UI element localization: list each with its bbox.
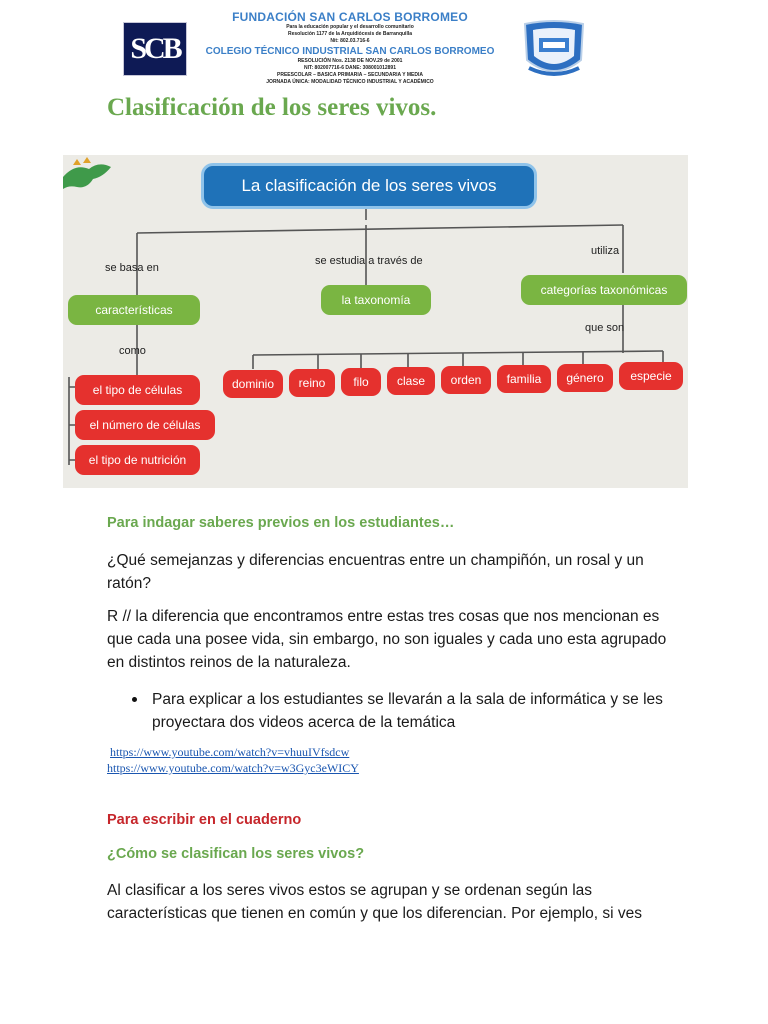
section1-question: ¿Qué semejanzas y diferencias encuentras entre un champiñón, un rosal y un ratón?	[107, 552, 644, 592]
bullet-icon	[132, 697, 137, 702]
category-node: filo	[341, 368, 381, 396]
label-se-basa-en: se basa en	[105, 262, 159, 274]
youtube-link-1[interactable]: https://www.youtube.com/watch?v=vhuuIVfsdcw	[110, 745, 350, 759]
diagram-root-node: La clasificación de los seres vivos	[201, 163, 537, 209]
school-crest-icon	[521, 20, 587, 78]
classification-diagram	[63, 155, 688, 488]
char-node: el número de células	[75, 410, 215, 440]
category-node: dominio	[223, 370, 283, 398]
node-taxonomia: la taxonomía	[321, 285, 431, 315]
section2-paragraph: Al clasificar a los seres vivos estos se agrupan y se ordenan según las características que tienen en común y que los diferencian. Por ejemplo, si ves	[107, 882, 643, 922]
category-node: reino	[289, 369, 335, 397]
category-node: familia	[497, 365, 551, 393]
foundation-nit: Nit: 802.03.716-6	[330, 38, 370, 44]
label-que-son: que son	[585, 322, 625, 334]
section2-question: ¿Cómo se clasifican los seres vivos?	[107, 846, 365, 862]
school-subtitle-1: RESOLUCIÓN Nos. 2138 DE NOV.29 de 2001	[297, 58, 403, 64]
char-node: el tipo de células	[75, 375, 200, 405]
letterhead	[190, 10, 510, 86]
node-categorias: categorías taxonómicas	[521, 275, 687, 305]
category-node: clase	[387, 367, 435, 395]
page-title: Clasificación de los seres vivos.	[107, 94, 437, 121]
category-node: género	[557, 364, 613, 392]
char-node: el tipo de nutrición	[75, 445, 200, 475]
school-subtitle-2: NIT: 802007716-6 DANE: 308001012891	[303, 65, 396, 71]
section1-bullet: Para explicar a los estudiantes se llevarán a la sala de informática y se les proyectara dos videos acerca de la temática	[152, 691, 663, 731]
school-logo-left	[123, 22, 187, 76]
category-node: orden	[441, 366, 491, 394]
section1-heading: Para indagar saberes previos en los estudiantes…	[107, 515, 455, 531]
school-name: COLEGIO TÉCNICO INDUSTRIAL SAN CARLOS BORROMEO	[205, 46, 495, 57]
logo-letters: SCB	[130, 32, 180, 65]
section2-heading: Para escribir en el cuaderno	[107, 812, 302, 828]
label-utiliza: utiliza	[591, 245, 620, 257]
foundation-subtitle-2: Resolución 1177 de la Arquidiócesis de Barranquilla	[287, 31, 413, 37]
label-como: como	[119, 345, 146, 357]
section1-answer: R // la diferencia que encontramos entre estas tres cosas que nos mencionan es que cada una posee vida, sin embargo, no son iguales y cada uno esta agrupado en distintos reinos de la naturaleza.	[107, 608, 667, 671]
category-node: especie	[619, 362, 683, 390]
label-se-estudia: se estudia a través de	[315, 255, 423, 267]
youtube-link-2[interactable]: https://www.youtube.com/watch?v=w3Gyc3eWICY	[107, 761, 359, 775]
foundation-subtitle-1: Para la educación popular y el desarrollo comunitario	[286, 24, 414, 30]
foundation-name: FUNDACIÓN SAN CARLOS BORROMEO	[232, 10, 468, 24]
school-subtitle-3: PREESCOLAR – BASICA PRIMARIA – SECUNDARIA Y MEDIA	[277, 72, 423, 78]
node-caracteristicas: características	[68, 295, 200, 325]
school-subtitle-4: JORNADA ÚNICA: MODALIDAD TÉCNICO INDUSTRIAL Y ACADÉMICO	[266, 79, 434, 85]
